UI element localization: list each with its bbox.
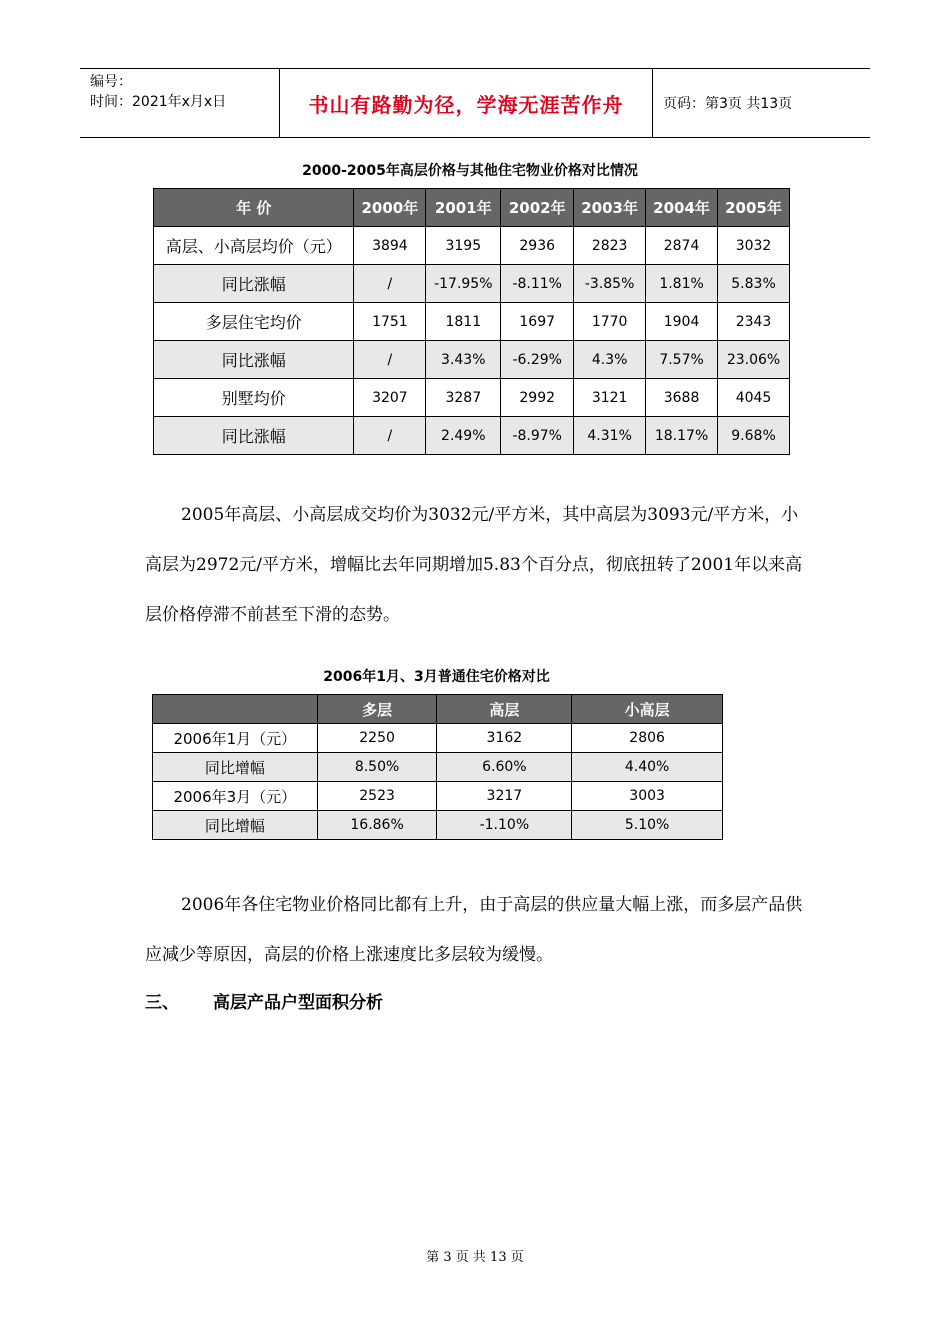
header-meta xyxy=(80,69,280,137)
table-cell: -8.97% xyxy=(501,417,574,455)
table-cell: 2.49% xyxy=(426,417,501,455)
table1-header-cell: 2003年 xyxy=(574,189,646,227)
header-page-info: 页码：第3页 共13页 xyxy=(663,96,793,112)
table1-header-cell: 2004年 xyxy=(646,189,718,227)
table-cell: 2874 xyxy=(646,227,718,265)
row-label: 2006年1月（元） xyxy=(153,724,318,753)
table-cell: 1811 xyxy=(426,303,501,341)
serial-label: 编号： xyxy=(90,74,132,90)
table-row xyxy=(154,303,790,341)
table-row xyxy=(153,724,723,753)
table-cell: 1751 xyxy=(354,303,426,341)
table-cell: 2823 xyxy=(574,227,646,265)
table-cell: / xyxy=(354,417,426,455)
table-cell: 2806 xyxy=(572,724,723,753)
table-cell: 3287 xyxy=(426,379,501,417)
table-cell: 1697 xyxy=(501,303,574,341)
table-cell: 3217 xyxy=(437,782,572,811)
table-row xyxy=(154,417,790,455)
page-header xyxy=(80,68,870,138)
table-cell: -3.85% xyxy=(574,265,646,303)
table-cell: 4.31% xyxy=(574,417,646,455)
table2-header-cell: 多层 xyxy=(317,695,437,724)
table-cell: 2250 xyxy=(317,724,437,753)
table1-header-cell: 2001年 xyxy=(426,189,501,227)
row-label: 同比涨幅 xyxy=(154,417,354,455)
row-label: 高层、小高层均价（元） xyxy=(154,227,354,265)
table-cell: 3195 xyxy=(426,227,501,265)
table-cell: 2992 xyxy=(501,379,574,417)
paragraph-2005-analysis: 2005年高层、小高层成交均价为3032元/平方米，其中高层为3093元/平方米，小高层为2972元/平方米，增幅比去年同期增加5.83个百分点，彻底扭转了2001年以来高层价格停滞不前甚至下滑的态势。 xyxy=(145,505,803,625)
table-row xyxy=(154,379,790,417)
table-row xyxy=(153,753,723,782)
table1-title: 2000-2005年高层价格与其他住宅物业价格对比情况 xyxy=(302,163,638,179)
table1-header-cell: 2005年 xyxy=(718,189,790,227)
table-cell: 3003 xyxy=(572,782,723,811)
table-cell: 3.43% xyxy=(426,341,501,379)
monthly-price-table xyxy=(152,694,723,840)
table-cell: 1904 xyxy=(646,303,718,341)
row-label: 同比增幅 xyxy=(153,811,318,840)
table1-header-cell: 2002年 xyxy=(501,189,574,227)
table-cell: 3207 xyxy=(354,379,426,417)
row-label: 2006年3月（元） xyxy=(153,782,318,811)
section-heading xyxy=(145,988,383,1013)
table1-header-row xyxy=(154,189,790,227)
table-cell: 2523 xyxy=(317,782,437,811)
paragraph-2006-analysis: 2006年各住宅物业价格同比都有上升，由于高层的供应量大幅上涨，而多层产品供应减少等原因，高层的价格上涨速度比多层较为缓慢。 xyxy=(145,895,803,965)
table-row xyxy=(154,265,790,303)
table-cell: 4.40% xyxy=(572,753,723,782)
table2-header-cell: 高层 xyxy=(437,695,572,724)
row-label: 多层住宅均价 xyxy=(154,303,354,341)
table2-header-row xyxy=(153,695,723,724)
table-row xyxy=(153,782,723,811)
table-cell: 9.68% xyxy=(718,417,790,455)
header-motto: 书山有路勤为径，学海无涯苦作舟 xyxy=(280,69,653,137)
table-cell: 6.60% xyxy=(437,753,572,782)
table-row xyxy=(153,811,723,840)
section-title: 高层产品户型面积分析 xyxy=(213,993,383,1013)
table-cell: -8.11% xyxy=(501,265,574,303)
time-label: 时间：2021年x月x日 xyxy=(90,94,227,110)
table-cell: 4.3% xyxy=(574,341,646,379)
table-cell: 4045 xyxy=(718,379,790,417)
table-cell: 3688 xyxy=(646,379,718,417)
table-cell: / xyxy=(354,341,426,379)
section-number: 三、 xyxy=(145,993,179,1013)
row-label: 别墅均价 xyxy=(154,379,354,417)
table2-header-cell xyxy=(153,695,318,724)
table-cell: 7.57% xyxy=(646,341,718,379)
table-row xyxy=(154,341,790,379)
table-cell: -1.10% xyxy=(437,811,572,840)
table1-header-cell: 2000年 xyxy=(354,189,426,227)
table-row xyxy=(154,227,790,265)
row-label: 同比增幅 xyxy=(153,753,318,782)
table-cell: 16.86% xyxy=(317,811,437,840)
table-cell: 3032 xyxy=(718,227,790,265)
table-cell: 3121 xyxy=(574,379,646,417)
table-cell: 1770 xyxy=(574,303,646,341)
table-cell: 3162 xyxy=(437,724,572,753)
table2-header-cell: 小高层 xyxy=(572,695,723,724)
table2-title: 2006年1月、3月普通住宅价格对比 xyxy=(323,669,550,685)
table-cell: 5.10% xyxy=(572,811,723,840)
table-cell: -17.95% xyxy=(426,265,501,303)
table-cell: 8.50% xyxy=(317,753,437,782)
table-cell: 5.83% xyxy=(718,265,790,303)
table-cell: 18.17% xyxy=(646,417,718,455)
row-label: 同比涨幅 xyxy=(154,341,354,379)
table-cell: 2936 xyxy=(501,227,574,265)
table-cell: 3894 xyxy=(354,227,426,265)
table-cell: 23.06% xyxy=(718,341,790,379)
table1-header-cell: 年 价 xyxy=(154,189,354,227)
page-footer: 第 3 页 共 13 页 xyxy=(426,1250,524,1265)
price-comparison-table xyxy=(153,188,790,455)
table-cell: 2343 xyxy=(718,303,790,341)
table-cell: / xyxy=(354,265,426,303)
table-cell: -6.29% xyxy=(501,341,574,379)
row-label: 同比涨幅 xyxy=(154,265,354,303)
table-cell: 1.81% xyxy=(646,265,718,303)
